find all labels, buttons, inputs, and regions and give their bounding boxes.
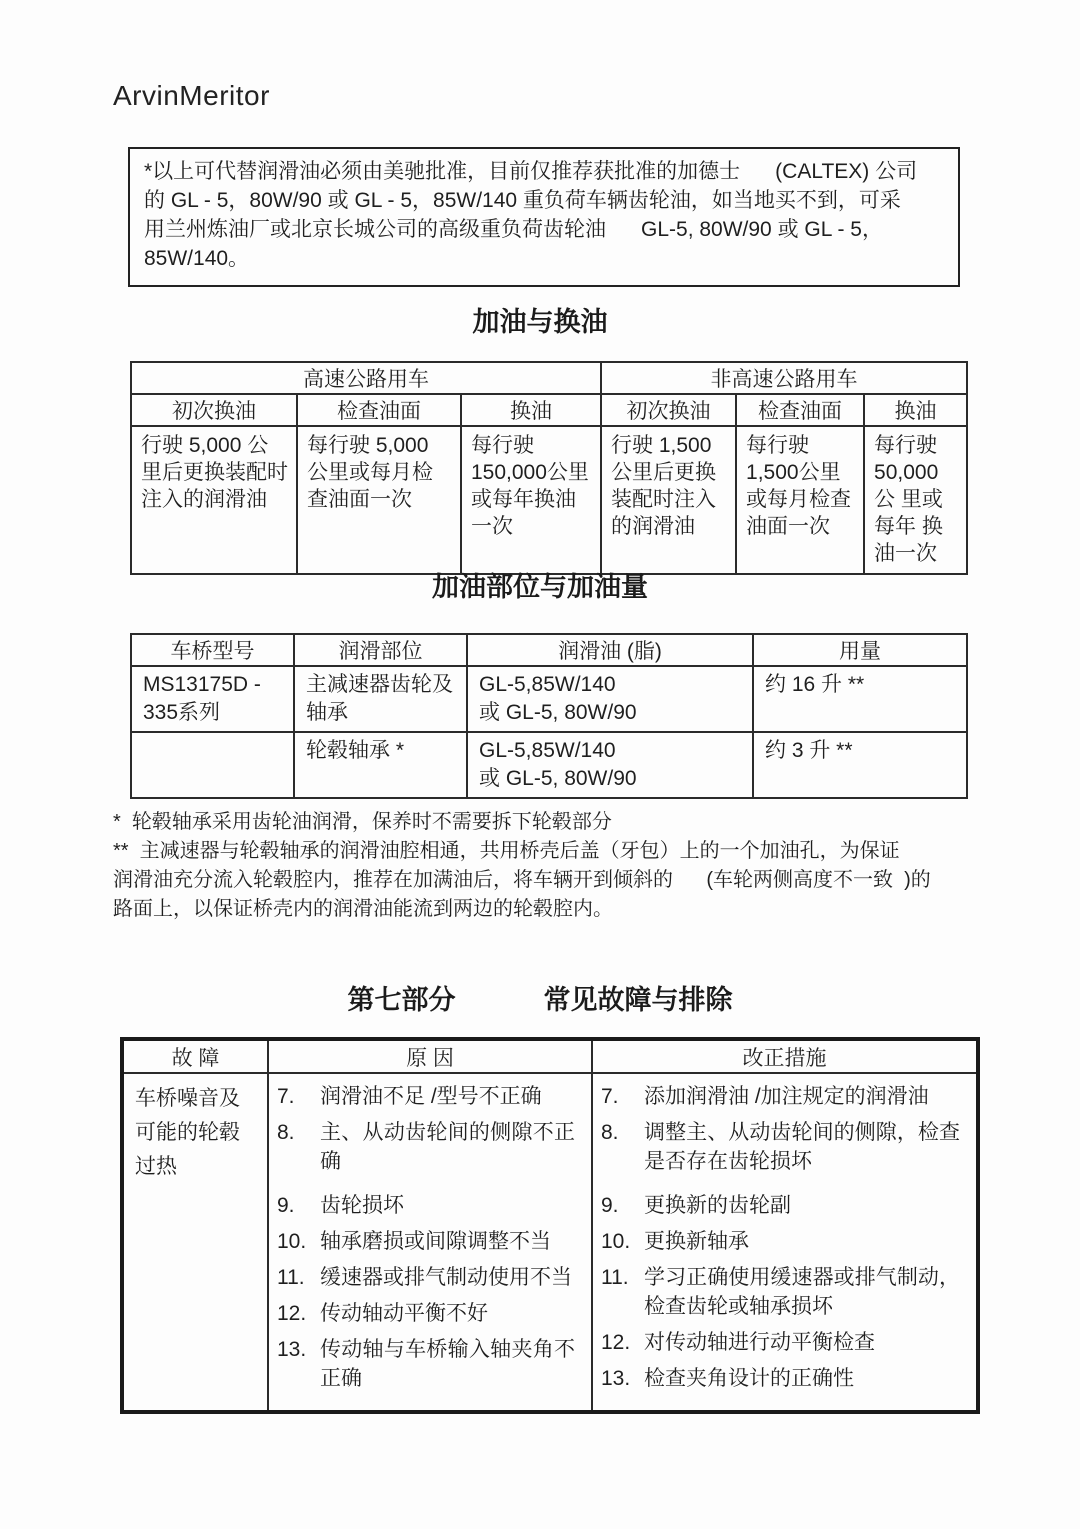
item-text: 主、从动齿轮间的侧隙不正确 [320, 1121, 575, 1173]
action-list [601, 1082, 970, 1393]
item-number: 10. [601, 1230, 631, 1253]
item-number: 8. [277, 1121, 295, 1144]
action-cell [592, 1073, 978, 1412]
column-header: 用量 [753, 634, 967, 666]
lubricant-note-box [128, 147, 960, 287]
note-line: 的 GL - 5，80W/90 或 GL - 5，85W/140 重负荷车辆齿轮油，如当地买不到，可采 [144, 189, 901, 212]
refill-interval-table [130, 361, 968, 575]
axle-model-line: MS13175D - [143, 673, 261, 696]
oil-spec-line: GL-5,85W/140 [479, 739, 616, 762]
item-number: 12. [277, 1302, 307, 1325]
oil-spec-line: GL-5,85W/140 [479, 673, 616, 696]
item-number: 13. [601, 1367, 631, 1390]
column-header-action: 改正措施 [592, 1039, 978, 1073]
table-cell: 每行驶 50,000公 里或每年 换油一次 [864, 426, 967, 574]
item-text: 对传动轴进行动平衡检查 [644, 1331, 875, 1354]
table-row [131, 634, 967, 666]
amount-cell: 约 16 升 ** [753, 666, 967, 732]
item-text: 缓速器或排气制动使用不当 [320, 1266, 572, 1289]
table-row [131, 732, 967, 798]
list-item [601, 1328, 970, 1357]
column-header: 润滑油 (脂) [467, 634, 753, 666]
footnotes [113, 808, 993, 924]
axle-model-cell [131, 666, 294, 732]
list-item [277, 1082, 585, 1111]
group-header-offhighway: 非高速公路用车 [601, 362, 967, 394]
troubleshooting-table [120, 1037, 980, 1414]
table-cell: 每行驶 150,000公里 或每年换油 一次 [461, 426, 601, 574]
footnote-line: ** 主减速器与轮毂轴承的润滑油腔相通，共用桥壳后盖（牙包）上的一个加油孔，为保证 [113, 840, 900, 862]
item-text: 传动轴动平衡不好 [320, 1302, 488, 1325]
company-logo: ArvinMeritor [113, 80, 270, 111]
item-text: 轴承磨损或间隙调整不当 [320, 1230, 551, 1253]
list-item [601, 1118, 970, 1176]
item-text: 添加润滑油 /加注规定的润滑油 [644, 1085, 929, 1108]
table-row [131, 362, 967, 394]
table-cell: 每行驶 5,000 公里或每月检查油面一次 [297, 426, 461, 574]
item-text: 学习正确使用缓速器或排气制动，检查齿轮或轴承损坏 [644, 1266, 960, 1318]
column-header: 车桥型号 [131, 634, 294, 666]
item-number: 9. [601, 1194, 619, 1217]
column-header: 换油 [461, 394, 601, 426]
item-text: 润滑油不足 /型号不正确 [320, 1085, 542, 1108]
list-item [277, 1227, 585, 1256]
note-line: 用兰州炼油厂或北京长城公司的高级重负荷齿轮油 GL-5, 80W/90 或 GL - 5， [144, 218, 883, 241]
table-cell: 行驶 5,000 公里后更换装配时注入的润滑油 [131, 426, 297, 574]
group-header-highway: 高速公路用车 [131, 362, 601, 394]
cause-list [277, 1082, 585, 1393]
item-number: 13. [277, 1338, 307, 1361]
note-line: 85W/140。 [144, 247, 250, 270]
item-text: 调整主、从动齿轮间的侧隙，检查是否存在齿轮损坏 [644, 1121, 960, 1173]
note-line: *以上可代替润滑油必须由美驰批准，目前仅推荐获批准的加德士 (CALTEX) 公司 [144, 160, 918, 183]
oil-capacity-table [130, 633, 968, 799]
list-item [601, 1191, 970, 1220]
list-item [277, 1335, 585, 1393]
section7-number: 第七部分 [347, 985, 456, 1015]
item-number: 8. [601, 1121, 619, 1144]
item-number: 9. [277, 1194, 295, 1217]
table-row [122, 1039, 978, 1073]
capacity-section-title: 加油部位与加油量 [432, 572, 648, 602]
column-header-fault: 故 障 [122, 1039, 268, 1073]
table-row [131, 666, 967, 732]
footnote-line: 润滑油充分流入轮毂腔内，推荐在加满油后，将车辆开到倾斜的 (车轮两侧高度不一致 )的 [113, 869, 931, 891]
table-row [131, 394, 967, 426]
column-header: 检查油面 [736, 394, 864, 426]
footnote-line: * 轮毂轴承采用齿轮油润滑，保养时不需要拆下轮毂部分 [113, 811, 612, 833]
oil-spec-cell [467, 666, 753, 732]
column-header: 初次换油 [131, 394, 297, 426]
item-number: 11. [601, 1266, 629, 1289]
item-text: 更换新轴承 [644, 1230, 749, 1253]
table-row [131, 426, 967, 574]
table-row [122, 1073, 978, 1412]
item-text: 齿轮损坏 [320, 1194, 404, 1217]
oil-spec-line: 或 GL-5, 80W/90 [479, 767, 637, 790]
oil-spec-cell [467, 732, 753, 798]
column-header: 润滑部位 [294, 634, 467, 666]
column-header-cause: 原 因 [268, 1039, 592, 1073]
item-number: 12. [601, 1331, 631, 1354]
fault-cell: 车桥噪音及可能的轮毂过热 [122, 1073, 268, 1412]
axle-model-cell [131, 732, 294, 798]
list-item [277, 1191, 585, 1220]
section7-name: 常见故障与排除 [543, 985, 733, 1015]
item-number: 7. [601, 1085, 619, 1108]
table-cell: 每行驶 1,500公里 或每月检查 油面一次 [736, 426, 864, 574]
oil-spec-line: 或 GL-5, 80W/90 [479, 701, 637, 724]
lube-part-cell: 轮毂轴承 * [294, 732, 467, 798]
column-header: 初次换油 [601, 394, 736, 426]
list-item [277, 1118, 585, 1176]
footnote-line: 路面上，以保证桥壳内的润滑油能流到两边的轮毂腔内。 [113, 898, 613, 920]
refill-section-title: 加油与换油 [472, 307, 608, 337]
lube-part-cell: 主减速器齿轮及轴承 [294, 666, 467, 732]
list-item [601, 1263, 970, 1321]
list-item [277, 1263, 585, 1292]
amount-cell: 约 3 升 ** [753, 732, 967, 798]
column-header: 检查油面 [297, 394, 461, 426]
item-number: 11. [277, 1266, 305, 1289]
item-text: 检查夹角设计的正确性 [644, 1367, 854, 1390]
item-number: 10. [277, 1230, 307, 1253]
list-item [601, 1082, 970, 1111]
item-number: 7. [277, 1085, 295, 1108]
item-text: 传动轴与车桥输入轴夹角不正确 [320, 1338, 575, 1390]
list-item [601, 1364, 970, 1393]
table-cell: 行驶 1,500 公里后更换 装配时注入 的润滑油 [601, 426, 736, 574]
list-item [601, 1227, 970, 1256]
axle-model-line: 335系列 [143, 701, 221, 724]
list-item [277, 1299, 585, 1328]
column-header: 换油 [864, 394, 967, 426]
section7-title [0, 978, 1080, 1017]
item-text: 更换新的齿轮副 [644, 1194, 791, 1217]
cause-cell [268, 1073, 592, 1412]
